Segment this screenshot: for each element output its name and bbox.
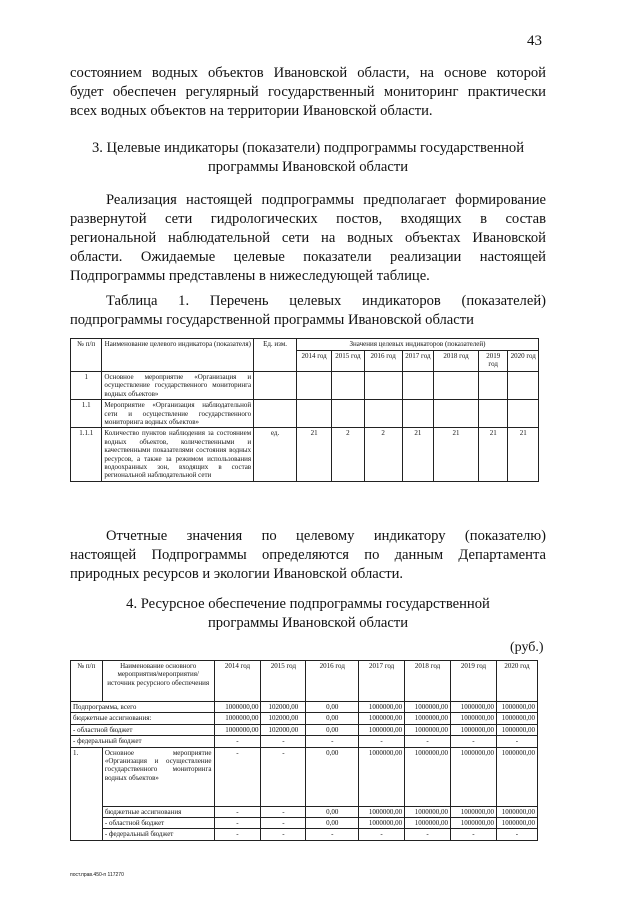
header-name: Наименование основного мероприятия/мероприятия/ источник ресурсного обеспечения [102, 661, 214, 702]
text-line: Подпрограммы представлены в нижеследующей таблице. [70, 268, 430, 284]
row-value [434, 400, 479, 428]
row-value: - [451, 736, 497, 747]
row-value: 1000000,00 [405, 747, 451, 806]
header-year: 2019 год [451, 661, 497, 702]
row-value: 1000000,00 [451, 806, 497, 817]
header-unit: Ед. изм. [254, 339, 297, 372]
row-label: бюджетные ассигнования: [71, 713, 215, 724]
header-year: 2018 год [434, 351, 479, 372]
header-year: 2016 год [364, 351, 402, 372]
row-value: - [359, 736, 405, 747]
header-year: 2020 год [508, 351, 539, 372]
row-value: 21 [478, 428, 508, 481]
row-value [402, 400, 433, 428]
row-value: 21 [296, 428, 331, 481]
table-row [71, 400, 539, 428]
text-line: Реализация настоящей подпрограммы предполагает формирование [106, 192, 546, 208]
header-num: № п/п [71, 661, 103, 702]
header-year: 2015 год [261, 661, 306, 702]
row-value: - [451, 829, 497, 840]
row-value: - [214, 736, 261, 747]
row-label: Подпрограмма, всего [71, 702, 215, 713]
row-value: 1000000,00 [405, 713, 451, 724]
text-line: Таблица 1. Перечень целевых индикаторов (показателей) [106, 293, 546, 309]
row-label: бюджетные ассигнования [102, 806, 214, 817]
heading-line: программы Ивановской области [207, 615, 409, 631]
row-value: 0,00 [306, 713, 359, 724]
row-value: 0,00 [306, 818, 359, 829]
row-value: - [261, 747, 306, 806]
row-value [478, 372, 508, 400]
row-value: 1000000,00 [405, 724, 451, 735]
row-value: 1000000,00 [451, 724, 497, 735]
section-3-heading [70, 139, 546, 177]
row-value [332, 372, 364, 400]
row-value: 1000000,00 [496, 724, 537, 735]
activity-num: 1. [71, 747, 103, 840]
text-line: будет обеспечен регулярный государственный мониторинг практически [70, 84, 546, 100]
row-value: 102000,00 [261, 713, 306, 724]
row-value: 1000000,00 [496, 713, 537, 724]
activity-sub-row [71, 818, 538, 829]
header-year: 2017 год [359, 661, 405, 702]
text-line: настоящей Подпрограммы определяются по данным Департамента [70, 547, 546, 563]
row-value: 1000000,00 [451, 702, 497, 713]
intro-paragraph [70, 64, 546, 121]
row-value: 102000,00 [261, 724, 306, 735]
row-value: 1000000,00 [496, 702, 537, 713]
summary-row [71, 702, 538, 713]
row-value: 1000000,00 [496, 747, 537, 806]
row-value: 2 [364, 428, 402, 481]
header-year: 2015 год [332, 351, 364, 372]
row-value [332, 400, 364, 428]
summary-row [71, 736, 538, 747]
row-label: - федеральный бюджет [102, 829, 214, 840]
summary-row [71, 713, 538, 724]
row-value: 1000000,00 [359, 713, 405, 724]
header-year: 2019 год [478, 351, 508, 372]
table-row [71, 372, 539, 400]
row-value: - [261, 818, 306, 829]
row-value: 1000000,00 [496, 806, 537, 817]
resource-provision-table [70, 660, 538, 841]
row-name: Мероприятие «Организация наблюдательной сети и осуществление государственного мониторинга водных объектов» [102, 400, 254, 428]
row-name: Количество пунктов наблюдения за состоянием водных объектов, количественными и качественными показателями состояния водных ресурсов, а также за режимом использования водоохранных зон, входящих в состав региональной наблюдательной сети [102, 428, 254, 481]
row-num: 1.1.1 [71, 428, 102, 481]
footer-note: пост.прав.450-п 117270 [70, 872, 124, 878]
row-value: 1000000,00 [214, 713, 261, 724]
page-number: 43 [527, 33, 542, 49]
row-label: - областной бюджет [102, 818, 214, 829]
row-value: - [359, 829, 405, 840]
row-num: 1.1 [71, 400, 102, 428]
report-paragraph [70, 527, 546, 584]
text-line: подпрограммы государственной программы Ивановской области [70, 312, 474, 328]
header-num: № п/п [71, 339, 102, 372]
row-value: - [261, 829, 306, 840]
row-value: - [496, 736, 537, 747]
row-name: Основное мероприятие «Организация и осуществление государственного мониторинга водных объектов» [102, 372, 254, 400]
text-line: состоянием водных объектов Ивановской области, на основе которой [70, 65, 546, 81]
header-year: 2017 год [402, 351, 433, 372]
row-unit [254, 372, 297, 400]
text-line: региональной наблюдательной сети на водных объектах Ивановской [70, 230, 546, 246]
table-header-row [71, 339, 539, 351]
activity-sub-row [71, 806, 538, 817]
table-header-row [71, 661, 538, 702]
heading-line: программы Ивановской области [207, 159, 409, 175]
text-line: природных ресурсов и экологии Ивановской области. [70, 566, 404, 582]
heading-line: 3. Целевые индикаторы (показатели) подпрограммы государственной [91, 140, 525, 156]
row-value: 1000000,00 [451, 818, 497, 829]
row-value: 1000000,00 [405, 702, 451, 713]
row-value: 21 [508, 428, 539, 481]
header-year: 2020 год [496, 661, 537, 702]
row-value: 1000000,00 [359, 724, 405, 735]
text-line: Отчетные значения по целевому индикатору (показателю) [106, 528, 546, 544]
row-value: 21 [402, 428, 433, 481]
row-value: 1000000,00 [359, 818, 405, 829]
row-value: - [214, 806, 261, 817]
text-line: области. Ожидаемые целевые показатели реализации настоящей [70, 249, 546, 265]
row-value [364, 372, 402, 400]
header-year: 2014 год [214, 661, 261, 702]
row-value [478, 400, 508, 428]
row-value: 1000000,00 [405, 806, 451, 817]
row-value: - [261, 806, 306, 817]
row-value [402, 372, 433, 400]
activity-sub-row [71, 829, 538, 840]
activity-row [71, 747, 538, 806]
row-value [508, 400, 539, 428]
row-value: 1000000,00 [405, 818, 451, 829]
row-value: 0,00 [306, 702, 359, 713]
table-1-caption [70, 292, 546, 330]
section-3-paragraph [70, 191, 546, 286]
row-value: 1000000,00 [496, 818, 537, 829]
header-year: 2014 год [296, 351, 331, 372]
row-label: - областной бюджет [71, 724, 215, 735]
row-value: 1000000,00 [451, 713, 497, 724]
row-value: 1000000,00 [359, 747, 405, 806]
row-value [364, 400, 402, 428]
text-line: развернутой сети гидрологических постов, входящих в состав [70, 211, 546, 227]
row-num: 1 [71, 372, 102, 400]
row-value: - [405, 829, 451, 840]
row-value: 2 [332, 428, 364, 481]
table-row [71, 428, 539, 481]
row-value: 1000000,00 [214, 724, 261, 735]
header-year: 2018 год [405, 661, 451, 702]
row-value: 0,00 [306, 724, 359, 735]
row-value: 0,00 [306, 806, 359, 817]
text-line: всех водных объектов на территории Ивановской области. [70, 103, 433, 119]
row-value: - [496, 829, 537, 840]
row-value: 1000000,00 [451, 747, 497, 806]
row-unit: ед. [254, 428, 297, 481]
target-indicators-table [70, 338, 539, 482]
activity-name: Основное мероприятие «Организация и осуществление государственного мониторинга водных объектов» [102, 747, 214, 806]
row-value: - [214, 818, 261, 829]
row-value [508, 372, 539, 400]
row-value: 1000000,00 [214, 702, 261, 713]
row-value: - [214, 747, 261, 806]
row-value: - [306, 829, 359, 840]
row-value: - [306, 736, 359, 747]
row-value: - [214, 829, 261, 840]
header-name: Наименование целевого индикатора (показателя) [102, 339, 254, 372]
section-4-heading [70, 595, 546, 633]
row-value [296, 400, 331, 428]
row-unit [254, 400, 297, 428]
heading-line: 4. Ресурсное обеспечение подпрограммы государственной [126, 596, 490, 612]
summary-row [71, 724, 538, 735]
currency-unit-note: (руб.) [510, 640, 544, 655]
row-value [296, 372, 331, 400]
row-value: - [405, 736, 451, 747]
header-values-group: Значения целевых индикаторов (показателей) [296, 339, 538, 351]
row-value: 21 [434, 428, 479, 481]
header-year: 2016 год [306, 661, 359, 702]
row-value: 102000,00 [261, 702, 306, 713]
row-value: 0,00 [306, 747, 359, 806]
row-value: - [261, 736, 306, 747]
row-value [434, 372, 479, 400]
row-label: - федеральный бюджет [71, 736, 215, 747]
row-value: 1000000,00 [359, 806, 405, 817]
row-value: 1000000,00 [359, 702, 405, 713]
